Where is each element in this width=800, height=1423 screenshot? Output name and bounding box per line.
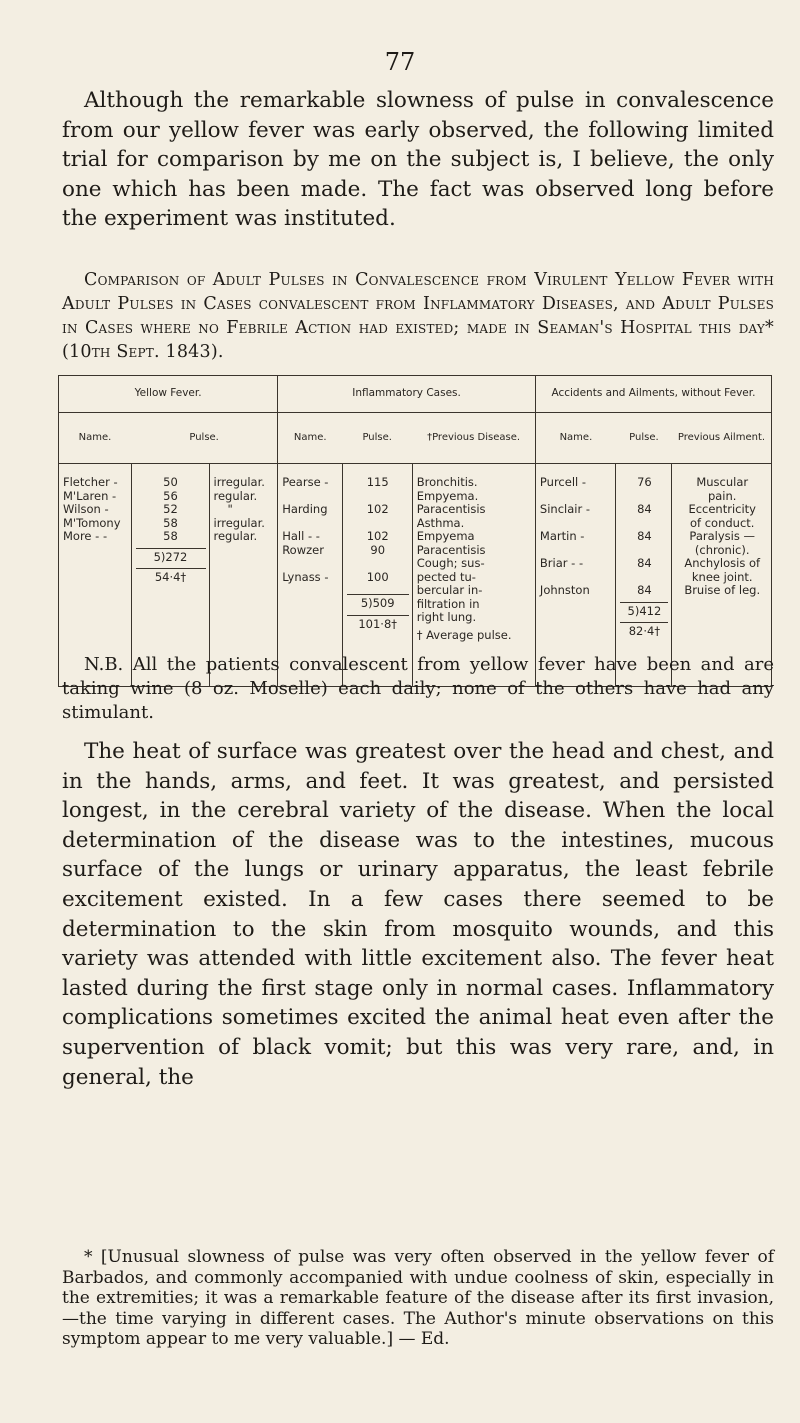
acc-average: 82·4†	[620, 622, 668, 639]
table-cell: Fletcher -	[63, 475, 118, 489]
table-cell: irregular.	[213, 475, 265, 489]
yf-average: 54·4†	[136, 568, 206, 585]
table-cell	[282, 557, 339, 571]
table-cell	[620, 571, 668, 585]
yf-total: 5)272	[136, 548, 206, 565]
table-cell: 56	[163, 488, 178, 503]
table-cell: M'Tomony	[63, 515, 121, 530]
table-caption	[62, 268, 774, 364]
table-cell: regular.	[213, 488, 258, 503]
table-cell: Empyema.	[416, 488, 479, 503]
table-cell: M'Laren -	[63, 488, 117, 503]
table-cell: "	[227, 502, 233, 516]
table-cell	[347, 490, 409, 504]
table-cell: 115	[366, 475, 389, 489]
table-cell: Sinclair -	[539, 502, 590, 516]
table-cell: right lung.	[416, 610, 477, 624]
table-cell	[620, 517, 668, 531]
table-cell: 100	[366, 569, 389, 584]
intro-paragraph: Although the remarkable slowness of pulse in convalescence from our yellow fever was early observed, the following limited trial for comparison by me on the subject is, I believe, the only one which has been made. The fact was observed long before the experiment was instituted.	[62, 88, 774, 231]
table-cell: 84	[637, 529, 652, 543]
footnote: * [Unusual slowness of pulse was very often observed in the yellow fever of Barbados, and commonly accompanied with undue coolness of skin, especially in the extremities; it was a remarkable feature of the disease after its first invasion,—the time varying in different cases. The Author's minute observations on this symptom appear to me very valuable.] — Ed.	[62, 1247, 774, 1349]
acc-total: 5)412	[620, 602, 668, 619]
table-cell: Lynass -	[282, 569, 329, 584]
table-cell: filtration in	[416, 596, 480, 611]
table-cell: of conduct.	[689, 515, 755, 530]
table-cell: Briar - -	[539, 556, 584, 570]
table-cell: Harding	[282, 502, 328, 516]
table-cell: Pearse -	[282, 475, 329, 489]
table-cell: regular.	[213, 529, 258, 543]
table-cell: 84	[637, 556, 652, 570]
header-yf-name: Name.	[59, 413, 132, 464]
table-cell: knee joint.	[691, 569, 753, 584]
table-cell: Paralysis —	[689, 529, 755, 543]
table-cell: pected tu-	[416, 569, 476, 584]
header-yf-pulse: Pulse.	[131, 413, 278, 464]
table-cell: (chronic).	[694, 542, 750, 557]
inf-footnote: † Average pulse.	[416, 627, 512, 642]
table-cell: 102	[366, 502, 389, 516]
table-cell: 84	[637, 502, 652, 516]
table-cell: 50	[163, 475, 178, 489]
group-yellow-fever: Yellow Fever.	[59, 376, 278, 413]
table-cell: Bruise of leg.	[684, 583, 761, 597]
nota-bene: N.B. All the patients convalescent from yellow fever have been and are taking wine (8 oz. Moselle) each daily; none of the others have had any stimulant.	[62, 654, 774, 723]
table-cell: Martin -	[539, 529, 585, 543]
header-inf-pulse: Pulse.	[342, 413, 412, 464]
table-cell: 102	[366, 529, 389, 543]
page-number: 77	[384, 48, 416, 76]
table-cell: Eccentricity	[688, 502, 756, 516]
table-cell: Wilson -	[63, 502, 109, 516]
pulse-comparison-table	[58, 375, 772, 687]
table-cell	[540, 544, 613, 558]
table-cell: Empyema	[416, 529, 475, 543]
header-acc-ailment: Previous Ailment.	[672, 413, 772, 464]
table-cell: Rowzer	[282, 542, 324, 557]
table-cell: 76	[637, 475, 652, 489]
header-acc-name: Name.	[535, 413, 616, 464]
table-cell: Anchylosis of	[684, 556, 761, 570]
header-inf-name: Name.	[278, 413, 343, 464]
table-cell: Paracentisis	[416, 502, 486, 516]
table-cell: Paracentisis	[416, 542, 486, 557]
table-cell: Asthma.	[416, 515, 465, 530]
table-cell: bercular in-	[416, 583, 483, 597]
table-cell: Muscular	[696, 475, 749, 489]
table-cell	[347, 517, 409, 531]
table-cell	[540, 517, 613, 531]
table-cell: 58	[163, 529, 178, 543]
table-cell	[620, 544, 668, 558]
table-cell: Hall - -	[282, 529, 320, 543]
table-cell: Cough; sus-	[416, 556, 485, 570]
inf-total: 5)509	[347, 594, 409, 611]
table-cell: 58	[163, 515, 178, 530]
table-cell	[282, 490, 339, 504]
table-cell: pain.	[707, 488, 737, 503]
table-cell	[540, 571, 613, 585]
inf-average: 101·8†	[347, 615, 409, 632]
table-cell: 84	[637, 583, 652, 597]
table-cell: More - -	[63, 529, 108, 543]
table-cell	[347, 557, 409, 571]
group-accidents: Accidents and Ailments, without Fever.	[535, 376, 771, 413]
group-inflammatory: Inflammatory Cases.	[278, 376, 536, 413]
header-inf-disease: †Previous Disease.	[412, 413, 535, 464]
table-caption-text: Comparison of Adult Pulses in Convalescence from Virulent Yellow Fever with Adult Pulses in Cases convalescent from Inflammatory Diseases, and Adult Pulses in Cases where no Febrile Action had existed; made in Seaman's Hospital this day* (10th Sept. 1843).	[62, 270, 774, 362]
header-acc-pulse: Pulse.	[616, 413, 672, 464]
table-cell	[282, 517, 339, 531]
table-cell	[620, 490, 668, 504]
table-cell	[540, 490, 613, 504]
table-cell: 52	[163, 502, 178, 516]
body-paragraph: The heat of surface was greatest over the head and chest, and in the hands, arms, and feet. It was greatest, and persisted longest, in the cerebral variety of the disease. When the local determination of the disease was to the intestines, mucous surface of the lungs or urinary apparatus, the least febrile excitement existed. In a few cases there seemed to be determination to the skin from mosquito wounds, and this variety was attended with little excitement also. The fever heat lasted during the first stage only in normal cases. Inflammatory complications sometimes excited the animal heat even after the supervention of black vomit; but this was very rare, and, in general, the	[62, 739, 774, 1090]
table-cell: irregular.	[213, 515, 265, 530]
table-cell: Johnston	[539, 583, 590, 597]
table-cell: Purcell -	[539, 475, 587, 489]
table-cell: 90	[370, 542, 386, 557]
table-cell: Bronchitis.	[416, 475, 478, 489]
